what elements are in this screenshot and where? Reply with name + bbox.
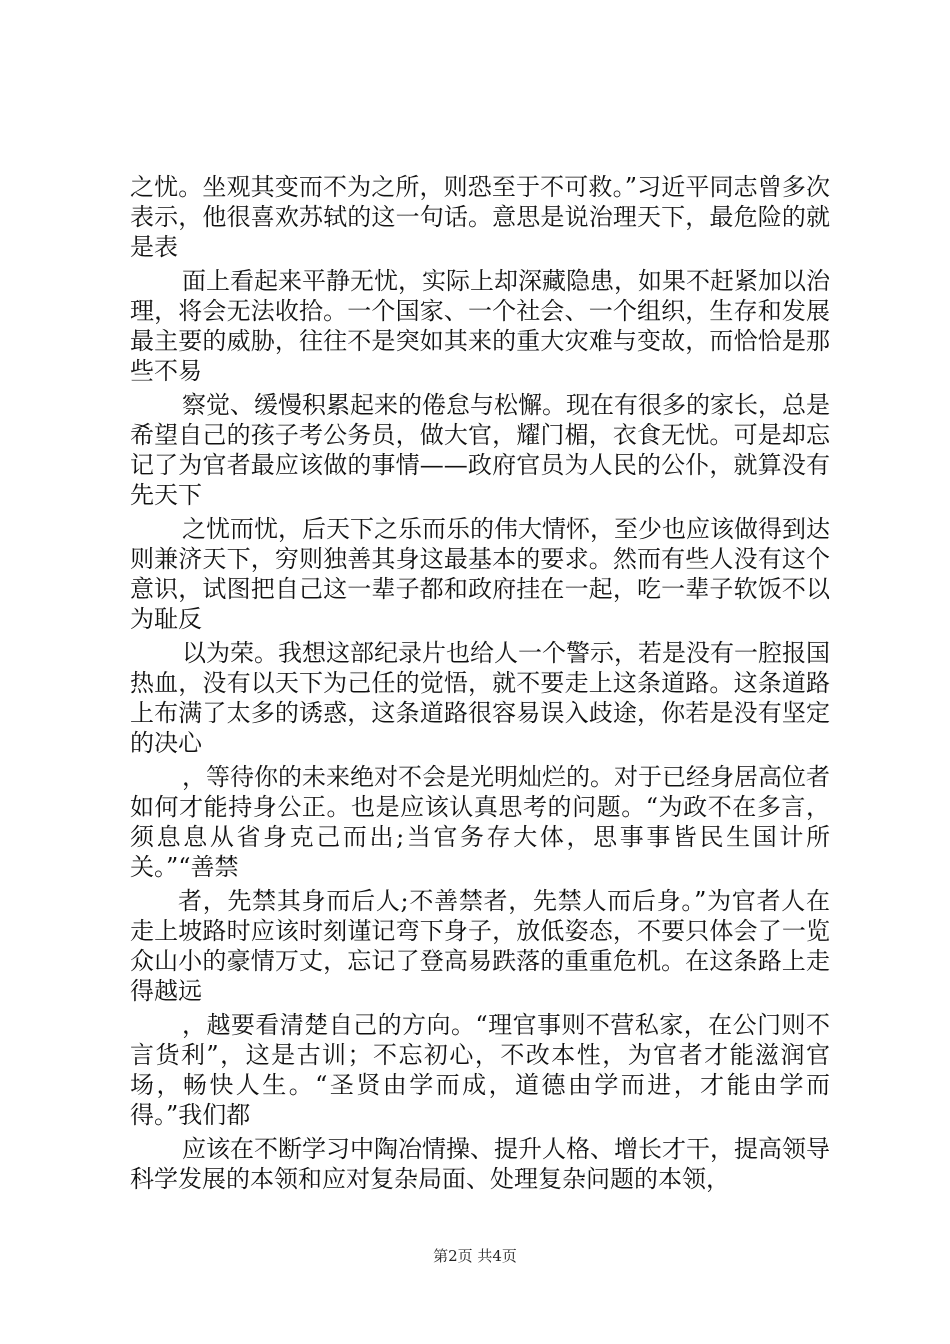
paragraph-8: ，越要看清楚自己的方向。“理官事则不营私家，在公门则不言货利”，这是古训；不忘初心，不改本性，为官者才能滋润官场，畅快人生。“圣贤由学而成，道德由学而进，才能由学而得。”我们都 <box>130 1011 830 1129</box>
paragraph-6: ，等待你的未来绝对不会是光明灿烂的。对于已经身居高位者如何才能持身公正。也是应该认真思考的问题。“为政不在多言，须息息从省身克己而出;当官务存大体，思事事皆民生国计所关。”“善禁 <box>130 763 830 881</box>
paragraph-3: 察觉、缓慢积累起来的倦怠与松懈。现在有很多的家长，总是希望自己的孩子考公务员，做大官，耀门楣，衣食无忧。可是却忘记了为官者最应该做的事情——政府官员为人民的公仆，就算没有先天下 <box>130 391 830 509</box>
paragraph-2: 面上看起来平静无忧，实际上却深藏隐患，如果不赶紧加以治理，将会无法收拾。一个国家、一个社会、一个组织，生存和发展最主要的威胁，往往不是突如其来的重大灾难与变故，而恰恰是那些不易 <box>130 267 830 385</box>
paragraph-7: 者，先禁其身而后人;不善禁者，先禁人而后身。”为官者人在走上坡路时应该时刻谨记弯下身子，放低姿态，不要只体会了一览众山小的豪情万丈，忘记了登高易跌落的重重危机。在这条路上走得越远 <box>130 887 830 1005</box>
page-footer <box>0 1245 950 1266</box>
paragraph-9: 应该在不断学习中陶冶情操、提升人格、增长才干，提高领导科学发展的本领和应对复杂局面、处理复杂问题的本领， <box>130 1135 830 1193</box>
page-number-label: 第2页 共4页 <box>433 1247 517 1265</box>
document-body <box>130 172 830 1198</box>
paragraph-4: 之忧而忧，后天下之乐而乐的伟大情怀，至少也应该做得到达则兼济天下，穷则独善其身这最基本的要求。然而有些人没有这个意识，试图把自己这一辈子都和政府挂在一起，吃一辈子软饭不以为耻反 <box>130 515 830 633</box>
paragraph-1: 之忧。坐观其变而不为之所，则恐至于不可救。”习近平同志曾多次表示，他很喜欢苏轼的这一句话。意思是说治理天下，最危险的就是表 <box>130 173 830 261</box>
paragraph-5: 以为荣。我想这部纪录片也给人一个警示，若是没有一腔报国热血，没有以天下为己任的觉悟，就不要走上这条道路。这条道路上布满了太多的诱惑，这条道路很容易误入歧途，你若是没有坚定的决心 <box>130 639 830 757</box>
